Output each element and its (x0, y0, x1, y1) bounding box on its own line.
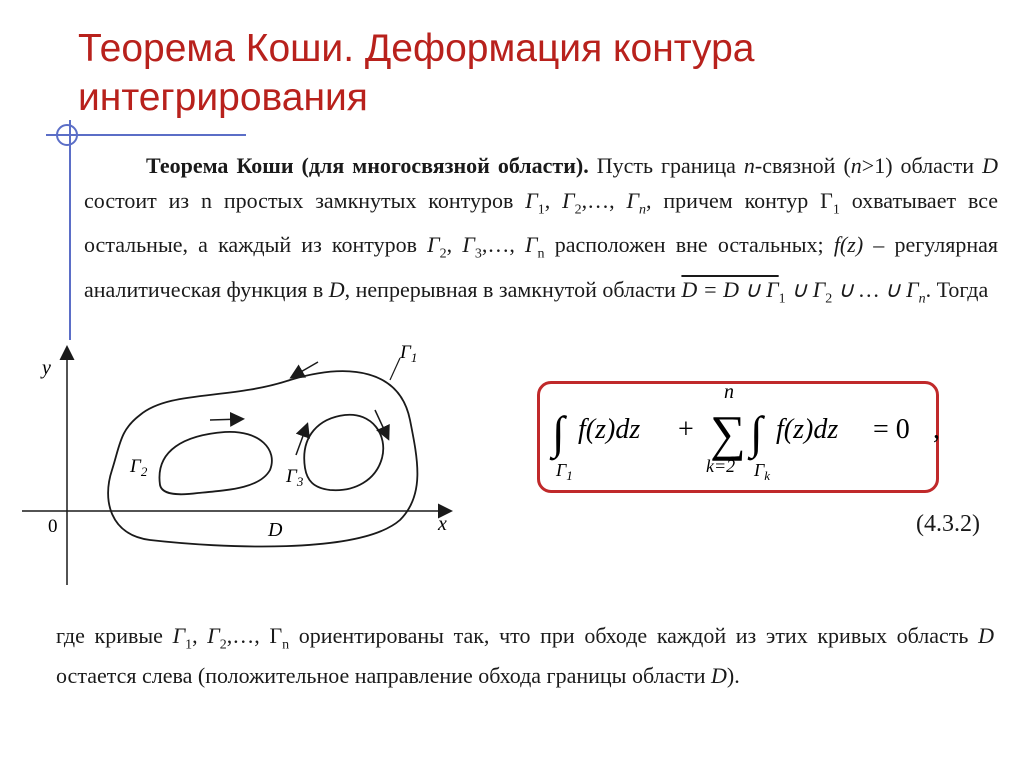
text-fragment: где кривые (56, 623, 173, 648)
theorem-text (84, 148, 998, 316)
integrand-1: f(z)dz (578, 414, 641, 445)
var-D: D (978, 623, 994, 648)
text-fragment: ). (726, 663, 740, 689)
x-axis-label: x (438, 513, 447, 535)
formula-trailing-comma: , (933, 414, 940, 445)
var-D: D (328, 276, 345, 302)
text-fragment: – регулярная аналитическая функция в (84, 232, 999, 302)
gamma: Γ (207, 623, 220, 648)
contour-gamma-3 (304, 415, 383, 490)
decor-circle (56, 124, 78, 146)
text-fragment: , (192, 623, 208, 648)
sub: 2 (825, 291, 833, 307)
gamma: Γ (462, 232, 475, 258)
contour-gamma-1 (108, 371, 417, 546)
closure-expression: D = D ∪ Γ (681, 276, 779, 302)
sub: 2 (574, 202, 582, 218)
sum-upper: n (724, 381, 734, 403)
sum-lower: k=2 (706, 456, 736, 476)
origin-label: 0 (48, 516, 58, 537)
y-axis-label: y (42, 357, 51, 379)
text-fragment: , причем контур (646, 188, 821, 213)
integrand-k: f(z)dz (776, 414, 839, 445)
slide-title: Теорема Коши. Деформация контура интегрирования (78, 27, 755, 119)
sub: n (537, 246, 545, 262)
text-fragment: расположен вне остальных; (544, 232, 834, 258)
sub: 1 (537, 202, 545, 218)
text-fragment: состоит из n простых замкнутых контуров (84, 188, 526, 213)
gamma: Γ (427, 232, 440, 258)
theorem-name: Теорема Коши (для многосвязной области). (146, 153, 589, 178)
text-fragment: ,…, (226, 623, 270, 648)
gamma: Γ (525, 188, 538, 213)
sub: 1 (185, 637, 193, 653)
sub: n (282, 637, 290, 653)
orientation-arrow-gamma-1b (375, 410, 388, 438)
orientation-arrow-gamma-2 (210, 419, 242, 420)
text-fragment: , непрерывная в замкнутой области (344, 276, 682, 302)
var-n: n (743, 153, 755, 178)
formula-4-3-2 (548, 368, 948, 498)
gamma-2-label: $\Gamma_2$ (130, 456, 148, 479)
sub: n (639, 202, 647, 218)
contour-diagram (20, 340, 460, 590)
text-fragment: ,…, (581, 188, 627, 213)
text-fragment: охватывает все остальные, а каждый из контуров (84, 188, 999, 258)
func-f: f(z) (833, 232, 864, 258)
text-fragment: ориентированы так, что при обходе каждой из этих кривых область (289, 623, 979, 648)
sub: 1 (832, 202, 840, 218)
gamma: Γ (172, 623, 186, 648)
gamma: Γ (562, 188, 575, 213)
contour-gamma-2 (159, 432, 271, 494)
equals-zero: = 0 (873, 414, 910, 445)
sub: 3 (474, 246, 482, 262)
equation-number: (4.3.2) (916, 511, 980, 537)
gamma-3-label: $\Gamma_3$ (286, 466, 304, 489)
text-fragment: остается слева (положительное направление обхода границы области (56, 663, 711, 689)
union-term: ∪ Γ (785, 276, 826, 302)
var-D: D (982, 153, 998, 178)
gamma: Γ (626, 188, 640, 213)
sub: 2 (219, 637, 227, 653)
region-label: D (268, 519, 283, 541)
text-fragment: -связной ( (754, 153, 851, 178)
plus-sign: + (678, 414, 694, 445)
gamma: Γ (269, 623, 283, 648)
afterword-text (56, 620, 994, 691)
text-fragment: Пусть граница (588, 153, 744, 178)
decor-line-vertical (69, 120, 71, 340)
gamma-1-label: $\Gamma_1$ (400, 342, 418, 365)
sum-sign: ∑ (710, 405, 746, 461)
sub: 1 (778, 291, 786, 307)
text-fragment: ,…, (481, 232, 526, 258)
contour-sub-k: $\Gamma_k$ (754, 460, 771, 483)
sub: 2 (439, 246, 447, 262)
var-n: n (850, 153, 862, 178)
var-D: D (710, 663, 727, 689)
union-term: ∪ … ∪ Γ (832, 276, 919, 302)
integral-sign: ∫ (750, 407, 763, 458)
text-fragment: . Тогда (925, 276, 989, 302)
text-fragment: , (446, 232, 463, 258)
sub: n (918, 291, 926, 307)
gamma: Γ (820, 188, 833, 213)
contour-sub-1: $\Gamma_1$ (556, 460, 573, 483)
integral-sign: ∫ (552, 407, 565, 458)
text-fragment: >1) области (861, 153, 983, 178)
gamma-1-leader (390, 358, 400, 380)
gamma: Γ (525, 232, 538, 258)
text-fragment: , (544, 188, 563, 213)
